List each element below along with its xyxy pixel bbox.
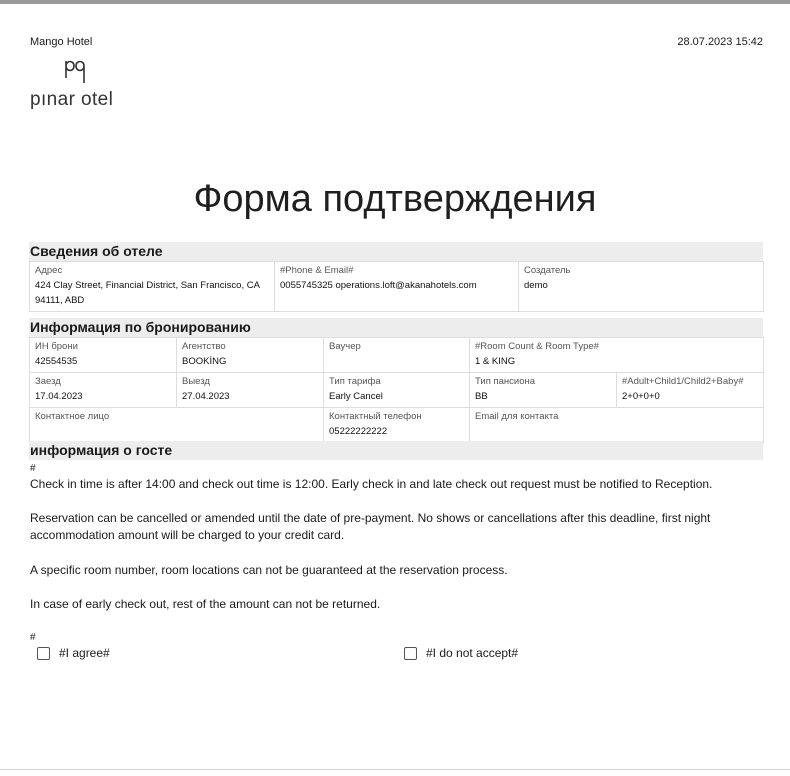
contact-person-label: Контактное лицо	[35, 411, 110, 422]
policy-checkin: Check in time is after 14:00 and check out time is 12:00. Early check in and late check out request must be notified to Reception.	[30, 477, 713, 491]
booking-id-cell	[30, 338, 177, 373]
contact-email-cell	[470, 408, 764, 443]
phone-email-cell	[275, 262, 519, 312]
address-cell	[30, 262, 275, 312]
phone-email-value: 0055745325 operations.loft@akanahotels.com	[280, 280, 477, 291]
guest-info-heading: информация о госте	[29, 441, 763, 460]
hotel-name: Mango Hotel	[30, 36, 93, 48]
contact-phone-cell	[324, 408, 470, 443]
creator-cell	[519, 262, 764, 312]
agency-label: Агентство	[182, 341, 226, 352]
creator-value: demo	[524, 280, 548, 291]
contact-phone-label: Контактный телефон	[329, 411, 422, 422]
agency-cell	[177, 338, 324, 373]
top-border	[0, 0, 790, 4]
checkout-label: Выезд	[182, 376, 210, 387]
checkout-value: 27.04.2023	[182, 391, 230, 402]
voucher-cell	[324, 338, 470, 373]
decline-label: #I do not accept#	[426, 646, 519, 660]
phone-email-label: #Phone & Email#	[280, 265, 354, 276]
checkin-cell	[30, 373, 177, 408]
agree-checkbox[interactable]	[37, 647, 50, 660]
booking-info-heading: Информация по бронированию	[29, 318, 763, 337]
rate-type-label: Тип тарифа	[329, 376, 381, 387]
room-cell	[470, 338, 764, 373]
checkin-value: 17.04.2023	[35, 391, 83, 402]
rate-type-value: Early Cancel	[329, 391, 383, 402]
hash-marker-top: #	[30, 463, 36, 474]
booking-id-value: 42554535	[35, 356, 78, 367]
policy-cancellation: Reservation can be cancelled or amended until the date of pre-payment. No shows or cancellations after this deadline, first night accommodation amount will be charged to your credit card.	[30, 511, 711, 542]
print-datetime: 28.07.2023 15:42	[677, 36, 763, 48]
board-type-label: Тип пансиона	[475, 376, 536, 387]
decline-option[interactable]	[404, 646, 518, 660]
rate-type-cell	[324, 373, 470, 408]
checkin-label: Заезд	[35, 376, 61, 387]
voucher-label: Ваучер	[329, 341, 361, 352]
policy-early-checkout: In case of early check out, rest of the amount can not be returned.	[30, 597, 381, 611]
contact-phone-value: 05222222222	[329, 426, 388, 437]
contact-email-label: Email для контакта	[475, 411, 559, 422]
hash-marker-bottom: #	[30, 632, 36, 643]
agree-label: #I agree#	[59, 646, 110, 660]
address-label: Адрес	[35, 265, 63, 276]
contact-person-cell	[30, 408, 324, 443]
room-label: #Room Count & Room Type#	[475, 341, 599, 352]
address-value: 424 Clay Street, Financial District, San Francisco, CA 94111, ABD	[35, 280, 260, 306]
pax-value: 2+0+0+0	[622, 391, 660, 402]
hotel-info-table	[29, 261, 764, 312]
booking-id-label: ИН брони	[35, 341, 78, 352]
logo-mark-icon	[63, 58, 87, 84]
bottom-border	[0, 769, 790, 770]
logo-text: pınar otel	[30, 89, 114, 110]
pax-cell	[617, 373, 764, 408]
pax-label: #Adult+Child1/Child2+Baby#	[622, 376, 744, 387]
page-title: Форма подтверждения	[193, 178, 597, 220]
room-value: 1 & KING	[475, 356, 516, 367]
decline-checkbox[interactable]	[404, 647, 417, 660]
agree-option[interactable]	[37, 646, 110, 660]
checkout-cell	[177, 373, 324, 408]
policy-room-number: A specific room number, room locations can not be guaranteed at the reservation process.	[30, 563, 508, 577]
creator-label: Создатель	[524, 265, 571, 276]
agency-value: BOOKİNG	[182, 356, 227, 367]
board-type-cell	[470, 373, 617, 408]
hotel-info-heading: Сведения об отеле	[29, 242, 763, 261]
hotel-logo	[30, 58, 122, 114]
booking-info-table	[29, 337, 764, 443]
board-type-value: BB	[475, 391, 488, 402]
